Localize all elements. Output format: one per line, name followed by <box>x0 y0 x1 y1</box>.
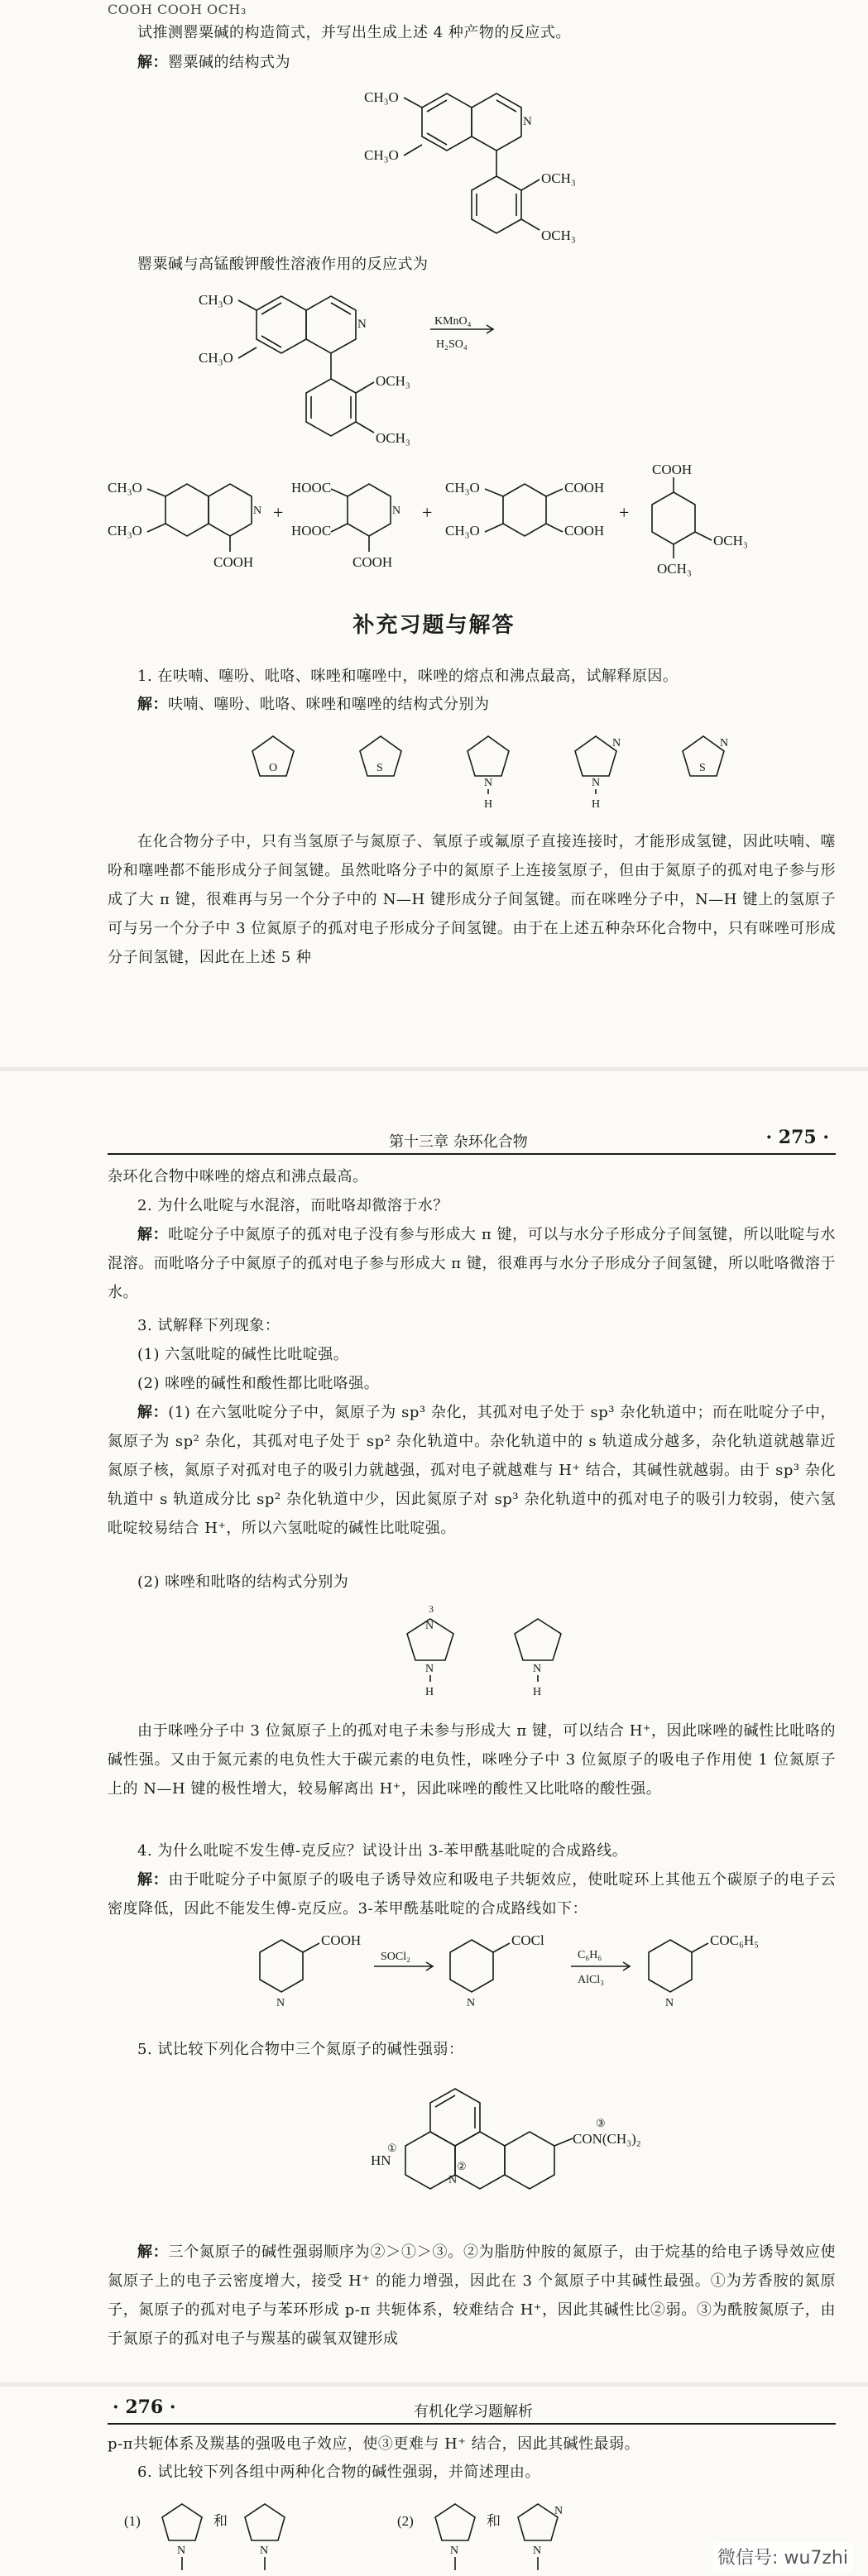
continuation: p-π共轭体系及羰基的强吸电子效应，使③更难与 H⁺ 结合，因此其碱性最弱。 <box>108 2435 640 2453</box>
question-3-part-2: (2) 咪唑的碱性和酸性都比吡咯强。 <box>137 1375 380 1392</box>
question-3-part-1: (1) 六氢吡啶的碱性比吡啶强。 <box>137 1346 349 1363</box>
group-coc6h5: COC₆H₅ <box>710 1932 760 1948</box>
page-header <box>108 2395 836 2425</box>
label-n: N <box>357 318 367 331</box>
p4-och3-side: OCH₃ <box>713 533 748 548</box>
p1-ch3o-bottom: CH₃O <box>108 523 142 539</box>
page-header <box>108 1125 836 1155</box>
five-heterocycles <box>248 728 761 811</box>
p4-cooh: COOH <box>652 462 693 477</box>
answer-label: 解： <box>137 1226 169 1243</box>
p3-ch3o-bottom: CH₃O <box>445 523 480 539</box>
papaverine-structure <box>364 79 629 252</box>
imidazole-h: H <box>425 1686 434 1698</box>
question-4: 4. 为什么吡啶不发生傅-克反应？试设计出 3-苯甲酰基吡啶的合成路线。 <box>137 1842 628 1860</box>
imidazole-ring <box>407 1603 453 1698</box>
reagent-kmno4: KMnO₄ <box>434 315 472 328</box>
pyrrole-n: N <box>484 777 493 789</box>
question-3-part-2-explanation: 由于咪唑分子中 3 位氮原子上的孤对电子未参与形成大 π 键，可以结合 H⁺，因此咪唑的碱性比吡咯的碱性强。又由于氮元素的电负性大于碳元素的电负性，咪唑分子中 3 位氮原子的吸电子作用使 1 位氮原子上的 N—H 键的极性增大，较易解离出 H⁺，因此咪唑的酸性又比吡咯的酸性强。 <box>108 1722 836 1798</box>
question-2-answer <box>108 1220 836 1307</box>
wechat-watermark: 微信号: wu7zhi <box>712 2542 853 2571</box>
answer-label: 解： <box>137 1871 169 1889</box>
answer-intro <box>108 48 836 77</box>
label-circle-2: ② <box>457 2160 467 2172</box>
label-con-ch3-2: CON(CH₃)₂ <box>573 2131 641 2147</box>
papaverine-reactant <box>199 281 629 455</box>
p3-ch3o-top: CH₃O <box>445 480 480 496</box>
answer-label: 解： <box>137 2243 169 2261</box>
pair2-and: 和 <box>487 2513 501 2529</box>
p2-cooh: COOH <box>352 554 393 570</box>
q5-structure <box>356 2072 703 2221</box>
imidazole-pyrrole-structures <box>389 1601 604 1700</box>
q6-pairs <box>124 2494 621 2573</box>
p2-hooc-bottom: HOOC <box>291 523 332 539</box>
pyrrole-h: H <box>484 798 493 811</box>
pyridine-n-3: N <box>665 1997 674 2009</box>
page-number: · 275 · <box>765 1127 829 1148</box>
reagent-h2so4: H₂SO₄ <box>436 338 468 351</box>
thiazole-ring <box>683 736 728 776</box>
section-title: 补充习题与解答 <box>352 613 516 638</box>
p2-hooc-top: HOOC <box>291 480 332 496</box>
top-fragment: COOH COOH OCH₃ <box>108 2 247 17</box>
book-title: 有机化学习题解析 <box>414 2403 533 2420</box>
pyrrole-h: H <box>533 1686 542 1698</box>
group-cocl: COCl <box>511 1932 544 1948</box>
imidazole-n3: N <box>612 737 621 749</box>
question-5: 5. 试比较下列化合物中三个氮原子的碱性强弱： <box>137 2041 464 2058</box>
label-och3-bottom: OCH₃ <box>376 430 410 446</box>
imidazole-n1: N <box>425 1663 434 1675</box>
imidazole-n3: N <box>425 1620 434 1632</box>
label-ch3o-top: CH₃O <box>199 292 233 308</box>
question-4-answer <box>108 1865 836 1923</box>
pair1-and: 和 <box>213 2513 228 2529</box>
plus-2: + <box>422 502 433 523</box>
answer-text: 由于吡啶分子中氮原子的吸电子诱导效应和吸电子共轭效应，使吡啶环上其他五个碳原子的电子云密度降低，因此不能发生傅-克反应。3-苯甲酰基吡啶的合成路线如下： <box>108 1871 837 1918</box>
pair2-n-b-top: N <box>554 2505 563 2517</box>
pyrrole-n: N <box>533 1663 542 1675</box>
imidazole-ring <box>575 736 621 811</box>
task-line: 试推测罂粟碱的构造简式，并写出生成上述 4 种产物的反应式。 <box>137 24 571 41</box>
label-och3-bottom: OCH₃ <box>541 227 576 243</box>
pyrrole-ring <box>468 736 509 811</box>
imidazole-h: H <box>592 798 601 811</box>
p3-cooh-top: COOH <box>564 480 605 496</box>
imidazole-n1: N <box>592 777 601 789</box>
chapter-title: 第十三章 杂环化合物 <box>389 1133 528 1151</box>
label-och3-top: OCH₃ <box>541 170 576 186</box>
p1-ch3o-top: CH₃O <box>108 480 142 496</box>
page-1 <box>0 0 868 1067</box>
p2-n: N <box>392 505 401 517</box>
reagent-socl2: SOCl₂ <box>381 1951 411 1963</box>
question-2: 2. 为什么吡啶与水混溶，而吡咯却微溶于水？ <box>137 1197 448 1214</box>
pyridine-n-2: N <box>467 1997 476 2009</box>
p3-cooh-bottom: COOH <box>564 523 605 539</box>
question-1-answer <box>108 690 836 719</box>
answer-text: 吡啶分子中氮原子的孤对电子没有参与形成大 π 键，可以与水分子形成分子间氢键，所以吡啶与水混溶。而吡咯分子中氮原子的孤对电子参与形成大 π 键，很难再与水分子形成分子间氢键，所以吡咯微溶于水。 <box>108 1226 836 1301</box>
answer-label: 解： <box>137 696 168 713</box>
answer-label: 解： <box>137 54 168 71</box>
p1-cooh: COOH <box>213 554 254 570</box>
position-3: 3 <box>429 1603 434 1615</box>
answer-intro-text: 罂粟碱的结构式为 <box>168 54 290 71</box>
question-6: 6. 试比较下列各组中两种化合物的碱性强弱，并简述理由。 <box>137 2463 540 2481</box>
question-3-part-2-intro: (2) 咪唑和吡咯的结构式分别为 <box>137 1573 349 1591</box>
furan-o: O <box>269 762 278 774</box>
reagent-c6h6: C₆H₆ <box>578 1949 602 1961</box>
question-3-answer <box>108 1398 836 1543</box>
page-number: · 276 · <box>113 2396 176 2418</box>
pyridine-n-1: N <box>276 1997 285 2009</box>
label-n-2: N <box>448 2174 458 2186</box>
label-n: N <box>523 115 532 128</box>
p4-och3-bottom: OCH₃ <box>657 561 692 577</box>
pair2-n-b: N <box>533 2545 542 2557</box>
question-5-answer <box>108 2238 836 2353</box>
question-1-explanation: 在化合物分子中，只有当氢原子与氮原子、氧原子或氟原子直接连接时，才能形成氢键，因此呋喃、噻吩和噻唑都不能形成分子间氢键。虽然吡咯分子中的氮原子上连接氢原子，但由于氮原子的孤对电子参与形成了大 π 键，很难再与另一个分子中的 N—H 键形成分子间氢键。而在咪唑分子中，N—H 键上的氢原子可与另一个分子中 3 位氮原子的孤对电子形成分子间氢键。由于在上述五种杂环化合物中，只有咪唑可形成分子间氢键，因此在上述 5 种 <box>108 833 836 966</box>
label-ch3o-bottom: CH₃O <box>199 350 233 366</box>
pair1-n-b: N <box>260 2545 269 2557</box>
page-3 <box>0 2387 868 2576</box>
answer-text: 呋喃、噻吩、吡咯、咪唑和噻唑的结构式分别为 <box>168 696 490 713</box>
continuation: 杂环化合物中咪唑的熔点和沸点最高。 <box>108 1168 368 1185</box>
answer-text: (1) 在六氢吡啶分子中，氮原子为 sp³ 杂化，其孤对电子处于 sp³ 杂化轨道中；而在吡啶分子中，氮原子为 sp² 杂化，其孤对电子处于 sp² 杂化轨道中。杂化轨道中的 s 轨道成分越多，杂化轨道就越靠近氮原子核，氮原子对孤对电子的吸引力就越强，孤对电子就越难与 H⁺ 结合，其碱性就越弱。由于 sp³ 杂化轨道中 s 轨道成分比 sp² 杂化轨道中少，因此氮原子对 sp³ 杂化轨道中的孤对电子的吸引力较弱，使六氢吡啶较易结合 H⁺，所以六氢吡啶的碱性比吡啶强。 <box>108 1404 837 1537</box>
oxidation-products <box>108 459 836 600</box>
p1-n: N <box>253 505 262 517</box>
thiophene-ring <box>360 736 401 776</box>
plus-1: + <box>273 502 284 523</box>
page-2 <box>0 1071 868 2382</box>
pyrrole-ring <box>515 1619 561 1698</box>
label-ch3o-bottom: CH₃O <box>364 147 399 163</box>
answer-label: 解： <box>137 1404 169 1421</box>
question-1: 1. 在呋喃、噻吩、吡咯、咪唑和噻唑中，咪唑的熔点和沸点最高，试解释原因。 <box>137 668 679 685</box>
thiazole-n: N <box>720 737 729 749</box>
plus-3: + <box>619 502 630 523</box>
thiophene-s: S <box>376 762 383 774</box>
pair-2-label: (2) <box>397 2513 414 2529</box>
question-3: 3. 试解释下列现象： <box>137 1317 281 1334</box>
group-cooh: COOH <box>321 1932 362 1948</box>
pair-1-label: (1) <box>124 2513 141 2529</box>
label-circle-3: ③ <box>596 2117 606 2129</box>
label-circle-1: ① <box>387 2142 397 2154</box>
pair1-n-a: N <box>177 2545 186 2557</box>
pair2-n-a: N <box>450 2545 459 2557</box>
reagent-alcl3: AlCl₃ <box>578 1974 605 1986</box>
label-ch3o-top: CH₃O <box>364 89 399 105</box>
label-hn: HN <box>371 2152 391 2168</box>
thiazole-s: S <box>699 762 706 774</box>
label-och3-top: OCH₃ <box>376 373 410 389</box>
synthesis-route <box>248 1923 827 2023</box>
answer-text: 三个氮原子的碱性强弱顺序为②＞①＞③。②为脂肪仲胺的氮原子，由于烷基的给电子诱导效应使氮原子上的电子云密度增大，接受 H⁺ 的能力增强，因此在 3 个氮原子中其碱性最强。①为芳香胺的氮原子，氮原子的孤对电子与苯环形成 p-π 共轭体系，较难结合 H⁺，因此其碱性比②弱。③为酰胺氮原子，由于氮原子的孤对电子与羰基的碳氧双键形成 <box>108 2243 837 2348</box>
reaction-intro: 罂粟碱与高锰酸钾酸性溶液作用的反应式为 <box>137 256 429 273</box>
furan-ring <box>252 736 294 776</box>
